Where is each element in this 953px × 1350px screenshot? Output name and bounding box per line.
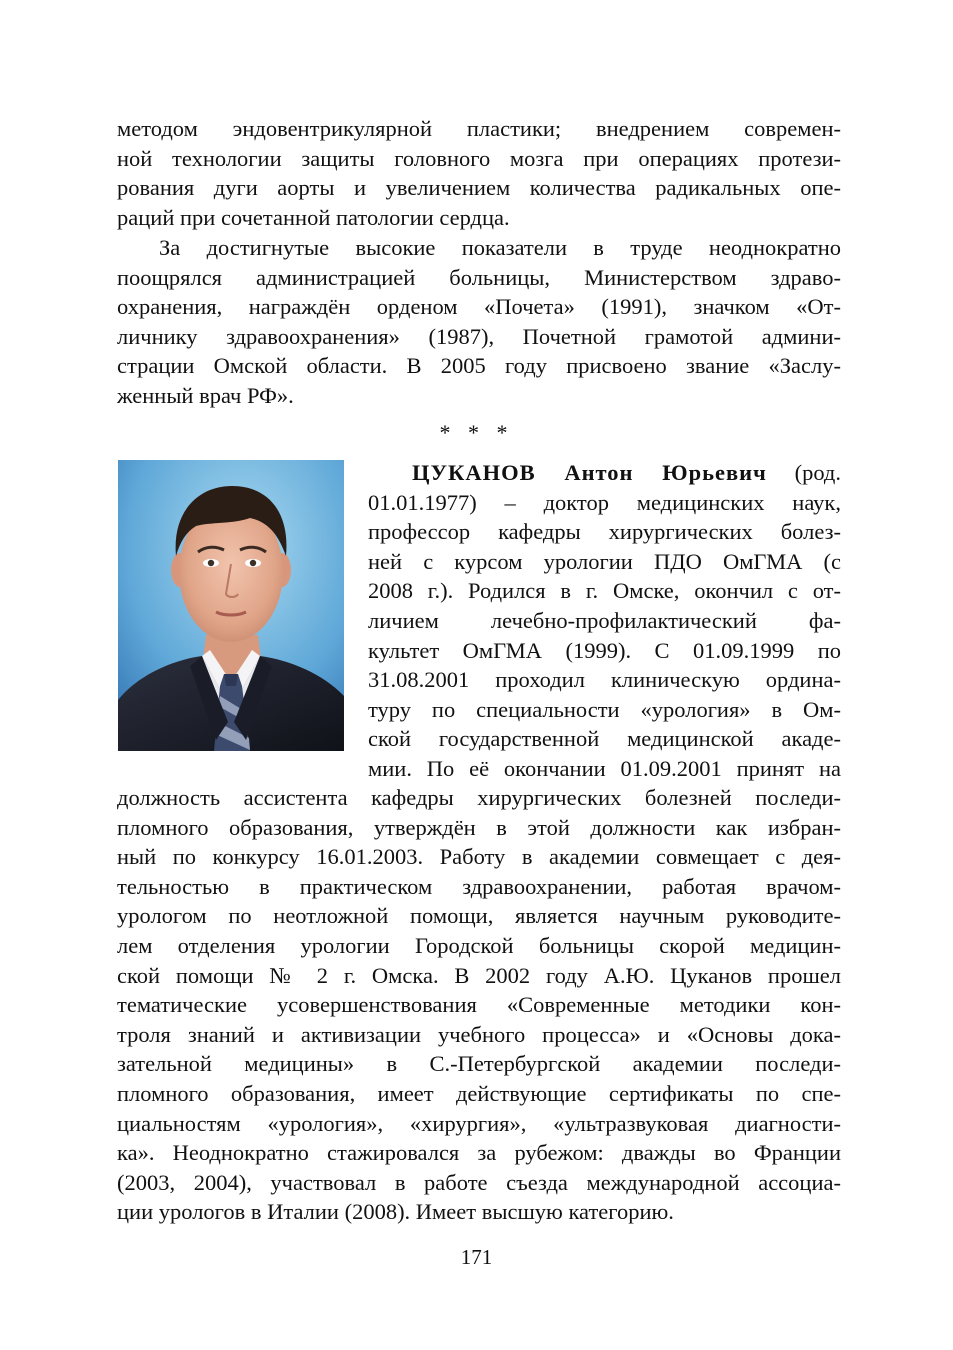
text-line: туру по специальности «урология» в Ом- [368,696,841,722]
text-line: (2003, 2004), участвовал в работе съезда международной ассоциа- [117,1169,841,1195]
text-fragment: (род. [766,460,842,485]
bio-heading-line [368,458,841,488]
page-number: 171 [460,1245,493,1269]
text-line: тельностью в практическом здравоохранении, работая врачом- [117,873,841,899]
text-line: За достигнутые высокие показатели в труде неоднократно [159,235,841,260]
bio-text-beside-photo [368,458,841,784]
portrait-photo [118,460,344,751]
text-line: поощрялся администрацией больницы, Министерством здраво- [117,264,841,290]
text-line: женный врач РФ». [117,382,294,408]
text-line: методом эндовентрикулярной пластики; внедрением современ- [117,116,841,141]
section-separator: * * * [439,420,514,445]
text-line: ный по конкурсу 16.01.2003. Работу в академии совмещает с дея- [117,844,841,870]
text-line: троля знаний и активизации учебного процесса» и «Основы дока- [117,1021,841,1047]
text-line: ской государственной медицинской акаде- [368,726,841,752]
text-line: ции урологов в Италии (2008). Имеет высшую категорию. [117,1199,674,1225]
text-line: зательной медицины» в С.-Петербургской академии последи- [117,1051,841,1077]
text-line: рования дуги аорты и увеличением количества радикальных опе- [117,175,841,201]
text-line: урологом по неотложной помощи, является научным руководите- [117,903,841,929]
text-line: ной технологии защиты головного мозга при операциях протези- [117,145,841,171]
text-line: охранения, награждён орденом «Почета» (1991), значком «От- [117,294,841,320]
text-line: 2008 г.). Родился в г. Омске, окончил с от- [368,578,841,604]
person-name: ЦУКАНОВ Антон Юрьевич [412,460,767,485]
text-line: тематические усовершенствования «Современные методики кон- [117,992,841,1018]
text-line: ка». Неоднократно стажировался за рубежом: дважды во Франции [117,1140,841,1166]
text-line: мии. По её окончании 01.09.2001 принят на [368,755,841,781]
text-line: лем отделения урологии Городской больницы скорой медицин- [117,932,841,958]
text-line: должность ассистента кафедры хирургических болезней последи- [117,785,841,810]
bio-text-continued [117,783,841,1227]
text-line: циальностям «урология», «хирургия», «ультразвуковая диагности- [117,1110,841,1136]
text-line: страции Омской области. В 2005 году присвоено звание «Заслу- [117,353,841,379]
text-line: 31.08.2001 проходил клиническую ордина- [368,667,841,693]
paragraph-awards [117,233,841,411]
text-line: пломного образования, имеет действующие сертификаты по спе- [117,1080,841,1106]
text-line: ской помощи № 2 г. Омска. В 2002 году А.Ю. Цуканов прошел [117,962,841,988]
paragraph-continued [117,114,841,232]
text-line: профессор кафедры хирургических болез- [368,519,841,545]
text-line: пломного образования, утверждён в этой должности как избран- [117,814,841,840]
text-line: личием лечебно-профилактический фа- [368,607,841,633]
text-line: 01.01.1977) – доктор медицинских наук, [368,489,841,515]
text-line: культет ОмГМА (1999). С 01.09.1999 по [368,637,841,663]
text-line: личнику здравоохранения» (1987), Почетной грамотой админи- [117,323,841,349]
text-line: раций при сочетанной патологии сердца. [117,204,510,230]
text-line: ней с курсом урологии ПДО ОмГМА (с [368,548,841,574]
